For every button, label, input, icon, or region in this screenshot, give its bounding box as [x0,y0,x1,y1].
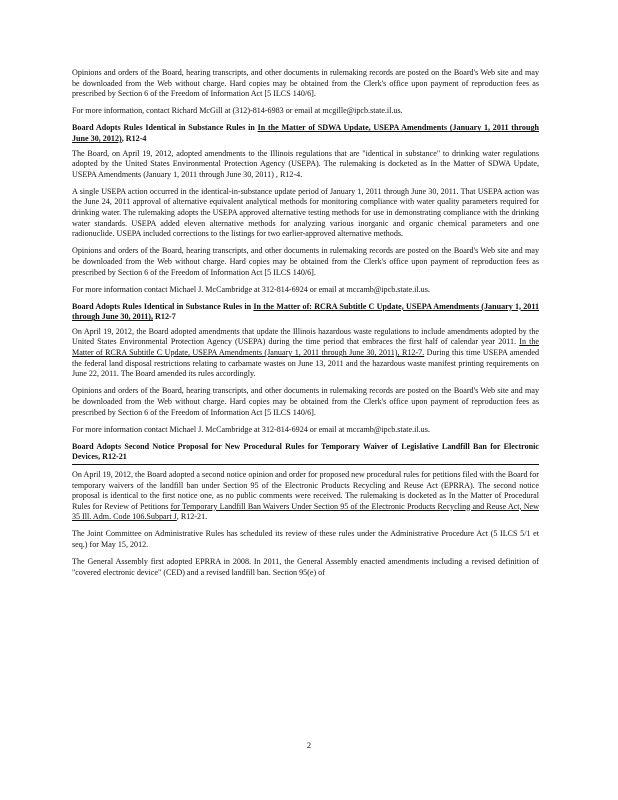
paragraph-records-notice-3: Opinions and orders of the Board, hearing transcripts, and other documents in rulemaking records are posted on the Board's Web site and may be downloaded from the Web without charge. Hard copies may be obtained from the Clerk's office upon payment of reproduction fees as prescribed by Section 6 of the Freedom of Information Act [5 ILCS 140/6]. [72,386,539,417]
heading-sdwa-number: , R12-4 [121,133,147,143]
eprra-docket-reference: for Temporary Landfill Ban Waivers Under Section 95 of the Electronic Products Recycling and Reuse Act, New 35 Ill. Adm. Code 106.Subpart J [72,501,539,522]
heading-rcra-lead: Board Adopts Rules Identical in Substance Rules in [72,301,254,311]
heading-rcra-number: R12-7 [153,312,176,322]
eprra-adoption-lead: On April 19, 2012, the Board adopted a second notice opinion and order for proposed new procedural rules for petitions filed with the Board for temporary waivers of the landfill ban under Section 95 of the Electronic Products Recycling and Reuse Act (EPRRA). The second notice proposal is identical to the first notice one, as no public comments were received. The rulemaking is docketed as In the Matter of Procedural Rules for Review of Petitions [72,469,539,511]
page-number: 2 [306,740,312,750]
paragraph-eprra-adoption [72,470,539,523]
section-heading-eprra: Board Adopts Second Notice Proposal for New Procedural Rules for Temporary Waiver of Legislative Landfill Ban for Electronic Devices, R12-21 [72,441,539,462]
rcra-adoption-detail: During this time USEPA amended the federal land disposal restrictions relating to carbamate wastes on June 13, 2011 and the hazardous waste manifest printing requirements on June 22, 2011. The Board amended its rules accordingly. [72,348,540,379]
rcra-docket-reference: In the Matter of RCRA Subtitle C Update, USEPA Amendments (January 1, 2011 through June 30, 2011), R12-7. [72,337,539,358]
paragraph-contact-2: For more information contact Michael J. McCambridge at 312-814-6924 or email at mccamb@ipcb.state.il.us. [72,284,430,294]
paragraph-jcar-review: The Joint Committee on Administrative Rules has scheduled its review of these rules under the Administrative Procedure Act (5 ILCS 5/1 et seq.) for May 15, 2012. [72,529,539,549]
paragraph-contact-1: For more information, contact Richard McGill at (312)-814-6983 or email at mcgille@ipcb.state.il.us. [72,106,403,116]
heading-sdwa-docket: In the Matter of SDWA Update, USEPA Amendments (January 1, 2011 through June 30, 2012) [72,123,539,143]
heading-divider [72,464,539,465]
paragraph-rcra-adoption [72,327,539,380]
heading-sdwa-lead: Board Adopts Rules Identical in Substance Rules in [72,123,258,133]
paragraph-sdwa-action: A single USEPA action occurred in the identical-in-substance update period of January 1, 2011 through June 30, 2011. That USEPA action was the June 24, 2011 approval of alternative equivalent analytical methods for monitoring compliance with water quality parameters required for drinking water. The rulemaking adopts the USEPA approved alternative testing methods for use in demonstrating compliance with the drinking water standards. USEPA added eleven alternative methods for analyzing various inorganic and organic chemical parameters and one radionuclide. USEPA included corrections to the listings for two earlier-approved alternative methods. [72,186,539,239]
paragraph-sdwa-adoption: The Board, on April 19, 2012, adopted amendments to the Illinois regulations that are "identical in substance" to drinking water regulations adopted by the United States Environmental Protection Agency (USEPA). The rulemaking is docketed as In the Matter of SDWA Update, USEPA Amendments (January 1, 2011 through June 30, 2011) , R12-4. [72,148,539,179]
document-body [72,68,539,585]
paragraph-general-assembly: The General Assembly first adopted EPRRA in 2008. In 2011, the General Assembly enacted amendments including a revised definition of "covered electronic device" (CED) and a revised landfill ban. Section 95(e) of [72,557,539,577]
paragraph-records-notice-1: Opinions and orders of the Board, hearing transcripts, and other documents in rulemaking records are posted on the Board's Web site and may be downloaded from the Web without charge. Hard copies may be obtained from the Clerk's office upon payment of reproduction fees as prescribed by Section 6 of the Freedom of Information Act [5 ILCS 140/6]. [72,68,539,99]
paragraph-contact-3: For more information contact Michael J. McCambridge at 312-814-6924 or email at mccamb@ipcb.state.il.us. [72,424,430,434]
rcra-adoption-lead: On April 19, 2012, the Board adopted amendments that update the Illinois hazardous waste regulations to include amendments adopted by the United States Environmental Protection Agency (USEPA) during the time period that embraces the first half of calendar year 2011. [72,326,539,347]
paragraph-records-notice-2: Opinions and orders of the Board, hearing transcripts, and other documents in rulemaking records are posted on the Board's Web site and may be downloaded from the Web without charge. Hard copies may be obtained from the Clerk's office upon payment of reproduction fees as prescribed by Section 6 of the Freedom of Information Act [5 ILCS 140/6]. [72,246,539,277]
heading-rcra-docket: In the Matter of: RCRA Subtitle C Update, USEPA Amendments (January 1, 2011 through June 30, 2011), [72,301,540,322]
section-heading-rcra [72,302,539,323]
eprra-docket-number: , R12-21. [176,512,208,522]
section-heading-sdwa [72,123,539,144]
